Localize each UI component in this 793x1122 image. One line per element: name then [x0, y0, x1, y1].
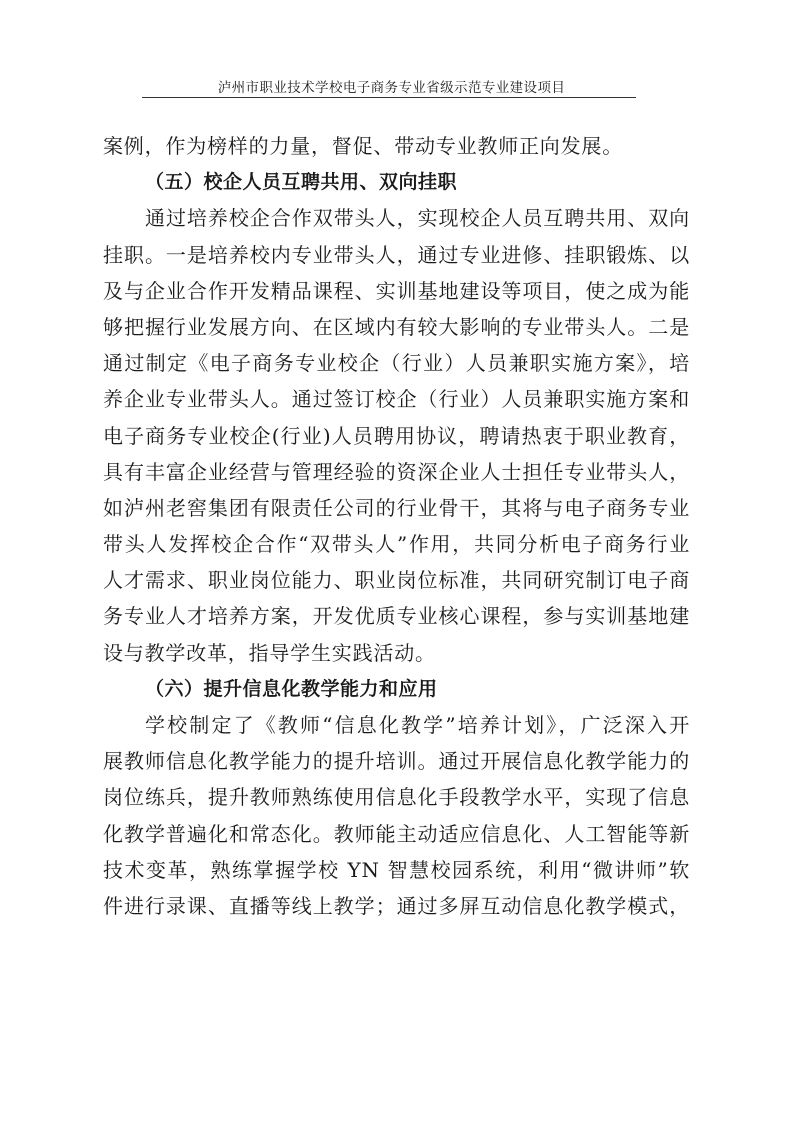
body-text	[103, 128, 690, 924]
paragraph-line: 带头人发挥校企合作“双带头人”作用，共同分析电子商务行业	[103, 532, 690, 557]
paragraph-line: 人才需求、职业岗位能力、职业岗位标准，共同研究制订电子商	[103, 568, 690, 593]
running-header: 泸州市职业技术学校电子商务专业省级示范专业建设项目	[217, 80, 566, 96]
paragraph-line: 技术变革，熟练掌握学校 YN 智慧校园系统，利用“微讲师”软	[103, 857, 690, 882]
paragraph-line: 展教师信息化教学能力的提升培训。通过开展信息化教学能力的	[103, 749, 690, 774]
paragraph-line: 务专业人才培养方案，开发优质专业核心课程，参与实训基地建	[103, 604, 690, 629]
paragraph-line: 件进行录课、直播等线上教学；通过多屏互动信息化教学模式，	[103, 893, 690, 918]
paragraph-line: 养企业专业带头人。通过签订校企（行业）人员兼职实施方案和	[103, 387, 690, 412]
paragraph-line: 电子商务专业校企(行业)人员聘用协议，聘请热衷于职业教育，	[103, 423, 690, 448]
section-heading-5: （五）校企人员互聘共用、双向挂职	[145, 171, 458, 194]
header-divider	[142, 97, 636, 98]
paragraph-line: 挂职。一是培养校内专业带头人，通过专业进修、挂职锻炼、以	[103, 242, 690, 267]
paragraph-line: 具有丰富企业经营与管理经验的资深企业人士担任专业带头人，	[103, 459, 690, 484]
paragraph-line: 岗位练兵，提升教师熟练使用信息化手段教学水平，实现了信息	[103, 785, 690, 810]
paragraph-line: 够把握行业发展方向、在区域内有较大影响的专业带头人。二是	[103, 314, 690, 339]
paragraph-line: 化教学普遍化和常态化。教师能主动适应信息化、人工智能等新	[103, 821, 690, 846]
paragraph-line: 如泸州老窖集团有限责任公司的行业骨干，其将与电子商务专业	[103, 495, 690, 520]
paragraph-line: 及与企业合作开发精品课程、实训基地建设等项目，使之成为能	[103, 278, 690, 303]
paragraph-line: 案例，作为榜样的力量，督促、带动专业教师正向发展。	[103, 134, 623, 158]
section-heading-6: （六）提升信息化教学能力和应用	[145, 677, 438, 700]
paragraph-line: 通过制定《电子商务专业校企（行业）人员兼职实施方案》，培	[103, 351, 690, 376]
paragraph-line: 设与教学改革，指导学生实践活动。	[103, 640, 436, 665]
paragraph-line: 学校制定了《教师“信息化教学”培养计划》，广泛深入开	[145, 713, 690, 737]
paragraph-line: 通过培养校企合作双带头人，实现校企人员互聘共用、双向	[145, 206, 690, 231]
